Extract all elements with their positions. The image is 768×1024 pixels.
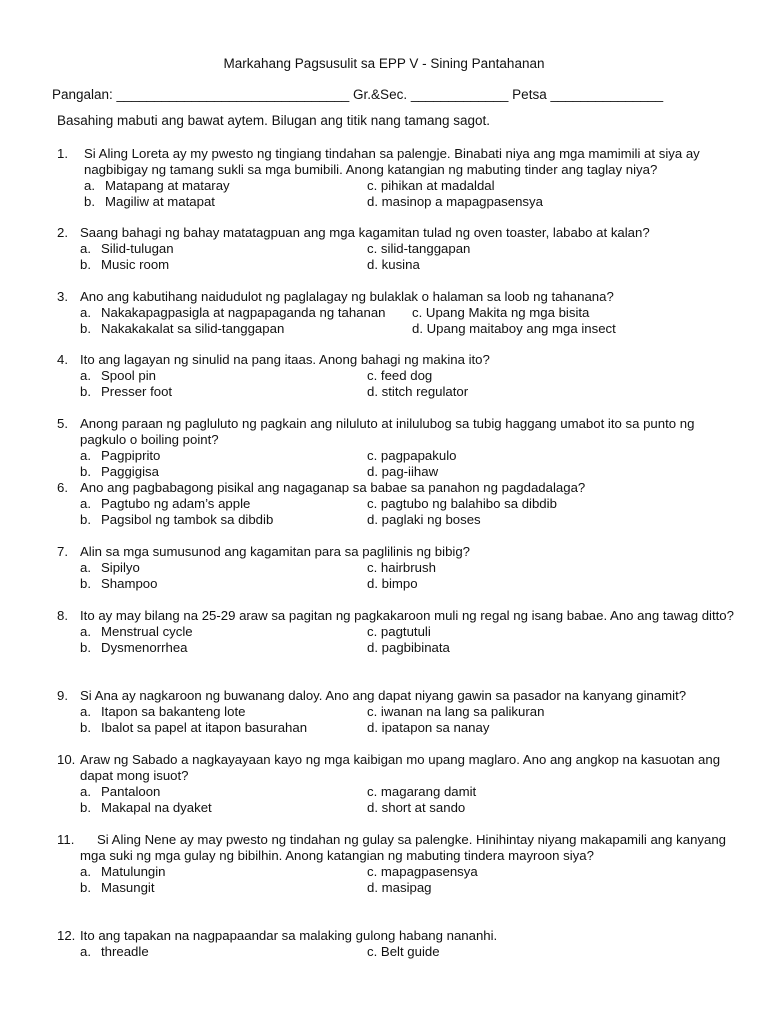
question-9: 9. Si Ana ay nagkaroon ng buwanang daloy. Ano ang dapat niyang gawin sa pasador na kanyang ginamit? a. Itapon sa bakanteng lote c. iwanan na lang sa palikuran b. Ibalot sa papel at itapon basurahan d. ipatapon sa nanay: [57, 688, 737, 736]
question-number: 2.: [57, 225, 68, 240]
option-a[interactable]: Nakakapagpasigla at nagpapaganda ng tahanan: [101, 305, 386, 320]
instructions: Basahing mabuti ang bawat aytem. Bilugan ang titik nang tamang sagot.: [57, 113, 491, 128]
question-number: 10.: [57, 752, 76, 767]
option-b[interactable]: Dysmenorrhea: [101, 640, 188, 655]
option-d[interactable]: d. bimpo: [367, 576, 418, 591]
question-number: 12.: [57, 928, 76, 943]
option-c[interactable]: c. pagtubo ng balahibo sa dibdib: [367, 496, 557, 511]
option-c[interactable]: c. Upang Makita ng mga bisita: [412, 305, 590, 320]
option-b[interactable]: Magiliw at matapat: [105, 194, 215, 209]
option-a[interactable]: Pagpiprito: [101, 448, 161, 463]
option-c[interactable]: c. feed dog: [367, 368, 433, 383]
option-c[interactable]: c. silid-tanggapan: [367, 241, 471, 256]
option-d[interactable]: d. ipatapon sa nanay: [367, 720, 490, 735]
question-7: 7. Alin sa mga sumusunod ang kagamitan para sa paglilinis ng bibig? a. Sipilyo c. hairbrush b. Shampoo d. bimpo: [57, 544, 737, 592]
question-text: Anong paraan ng pagluluto ng pagkain ang niluluto at inilulubog sa tubig haggang umabot ito sa punto ng pagkulo o boiling point?: [80, 416, 695, 447]
option-d[interactable]: d. paglaki ng boses: [367, 512, 481, 527]
option-b[interactable]: Masungit: [101, 880, 155, 895]
option-c[interactable]: c. pagpapakulo: [367, 448, 457, 463]
question-3: 3. Ano ang kabutihang naidudulot ng paglalagay ng bulaklak o halaman sa loob ng tahanana? a. Nakakapagpasigla at nagpapaganda ng tahanan c. Upang Makita ng mga bisita b. Nakakakalat sa silid-tanggapan d. Upang maitaboy ang mga insect: [57, 289, 737, 337]
option-b[interactable]: Paggigisa: [101, 464, 159, 479]
option-d[interactable]: d. kusina: [367, 257, 420, 272]
question-5: 5. Anong paraan ng pagluluto ng pagkain ang niluluto at inilulubog sa tubig haggang umabot ito sa punto ng pagkulo o boiling point? a. Pagpiprito c. pagpapakulo b. Paggigisa d. pag-iihaw: [57, 416, 737, 480]
question-text: Ito ay may bilang na 25-29 araw sa pagitan ng pagkakaroon muli ng regal ng isang babae. Ano ang tawag ditto?: [80, 608, 734, 623]
option-b[interactable]: Shampoo: [101, 576, 158, 591]
question-number: 9.: [57, 688, 68, 703]
option-a[interactable]: Spool pin: [101, 368, 156, 383]
question-4: 4. Ito ang lagayan ng sinulid na pang itaas. Anong bahagi ng makina ito? a. Spool pin c. feed dog b. Presser foot d. stitch regulator: [57, 352, 737, 400]
question-8: 8. Ito ay may bilang na 25-29 araw sa pagitan ng pagkakaroon muli ng regal ng isang babae. Ano ang tawag ditto? a. Menstrual cycle c. pagtutuli b. Dysmenorrhea d. pagbibinata: [57, 608, 737, 656]
option-a[interactable]: Matapang at mataray: [105, 178, 230, 193]
option-c[interactable]: c. mapagpasensya: [367, 864, 478, 879]
question-2: 2. Saang bahagi ng bahay matatagpuan ang mga kagamitan tulad ng oven toaster, lababo at kalan? a. Silid-tulugan c. silid-tanggapan b. Music room d. kusina: [57, 225, 737, 273]
page-title: Markahang Pagsusulit sa EPP V - Sining Pantahanan: [223, 56, 545, 71]
question-number: 4.: [57, 352, 68, 367]
option-b[interactable]: Pagsibol ng tambok sa dibdib: [101, 512, 274, 527]
question-text: Ito ang tapakan na nagpapaandar sa malaking gulong habang nananhi.: [80, 928, 498, 943]
question-text: Araw ng Sabado a nagkayayaan kayo ng mga kaibigan mo upang maglaro. Ano ang angkop na kasuotan ang dapat mong isuot?: [80, 752, 721, 783]
question-number: 11.: [57, 832, 75, 847]
option-a[interactable]: Itapon sa bakanteng lote: [101, 704, 246, 719]
question-text: Saang bahagi ng bahay matatagpuan ang mga kagamitan tulad ng oven toaster, lababo at kalan?: [80, 225, 650, 240]
question-10: 10. Araw ng Sabado a nagkayayaan kayo ng mga kaibigan mo upang maglaro. Ano ang angkop na kasuotan ang dapat mong isuot? a. Pantaloon c. magarang damit b. Makapal na dyaket d. short at sando: [57, 752, 737, 816]
question-text: Alin sa mga sumusunod ang kagamitan para sa paglilinis ng bibig?: [80, 544, 471, 559]
option-b[interactable]: Music room: [101, 257, 170, 272]
option-d[interactable]: d. masipag: [367, 880, 432, 895]
option-b[interactable]: Ibalot sa papel at itapon basurahan: [101, 720, 308, 735]
question-1: 1. Si Aling Loreta ay my pwesto ng tingiang tindahan sa palengje. Binabati niya ang mga mamimili at siya ay nagbibigay ng tamang sukli sa mga bumibili. Anong katangian ng mabuting tinder ang taglay niya? a. Matapang at mataray c. pihikan at madaldal b. Magiliw at matapat d. masinop a mapagpasensya: [57, 146, 737, 210]
option-d[interactable]: d. stitch regulator: [367, 384, 469, 399]
option-a[interactable]: Menstrual cycle: [101, 624, 193, 639]
option-b[interactable]: Presser foot: [101, 384, 173, 399]
question-text: Si Aling Nene ay may pwesto ng tindahan ng gulay sa palengke. Hinihintay niyang makapamili ang kanyang mga suki ng mga gulay ng bibilhin. Anong katangian ng mabuting tindera mayroon siya?: [80, 832, 727, 863]
option-a[interactable]: Pantaloon: [101, 784, 161, 799]
option-c[interactable]: c. hairbrush: [367, 560, 436, 575]
option-c[interactable]: c. pagtutuli: [367, 624, 431, 639]
option-a[interactable]: Matulungin: [101, 864, 166, 879]
option-c[interactable]: c. magarang damit: [367, 784, 477, 799]
option-c[interactable]: c. Belt guide: [367, 944, 440, 959]
option-b[interactable]: Makapal na dyaket: [101, 800, 212, 815]
question-12: 12. Ito ang tapakan na nagpapaandar sa malaking gulong habang nananhi. a. threadle c. Belt guide: [57, 928, 737, 960]
option-a[interactable]: Silid-tulugan: [101, 241, 174, 256]
question-number: 8.: [57, 608, 68, 623]
question-number: 7.: [57, 544, 68, 559]
option-d[interactable]: d. Upang maitaboy ang mga insect: [412, 321, 616, 336]
option-b[interactable]: Nakakakalat sa silid-tanggapan: [101, 321, 285, 336]
option-a[interactable]: Pagtubo ng adam’s apple: [101, 496, 251, 511]
question-number: 5.: [57, 416, 68, 431]
option-d[interactable]: d. masinop a mapagpasensya: [367, 194, 543, 209]
question-text: Ano ang pagbabagong pisikal ang nagaganap sa babae sa panahon ng pagdadalaga?: [80, 480, 586, 495]
question-11: 11. Si Aling Nene ay may pwesto ng tindahan ng gulay sa palengke. Hinihintay niyang makapamili ang kanyang mga suki ng mga gulay ng bibilhin. Anong katangian ng mabuting tindera mayroon siya? a. Matulungin c. mapagpasensya b. Masungit d. masipag: [57, 832, 737, 896]
question-text: Si Ana ay nagkaroon ng buwanang daloy. Ano ang dapat niyang gawin sa pasador na kanyang ginamit?: [80, 688, 687, 703]
option-a[interactable]: threadle: [101, 944, 149, 959]
option-d[interactable]: d. pag-iihaw: [367, 464, 439, 479]
student-info-line: Pangalan: _______________________________ Gr.&Sec. _____________ Petsa _______________: [52, 87, 664, 102]
question-6: 6. Ano ang pagbabagong pisikal ang nagaganap sa babae sa panahon ng pagdadalaga? a. Pagtubo ng adam’s apple c. pagtubo ng balahibo sa dibdib b. Pagsibol ng tambok sa dibdib d. paglaki ng boses: [57, 480, 737, 528]
option-c[interactable]: c. iwanan na lang sa palikuran: [367, 704, 545, 719]
option-a[interactable]: Sipilyo: [101, 560, 140, 575]
question-number: 6.: [57, 480, 68, 495]
option-d[interactable]: d. pagbibinata: [367, 640, 450, 655]
option-d[interactable]: d. short at sando: [367, 800, 466, 815]
question-text: Ano ang kabutihang naidudulot ng paglalagay ng bulaklak o halaman sa loob ng tahanana?: [80, 289, 614, 304]
question-text: Si Aling Loreta ay my pwesto ng tingiang tindahan sa palengje. Binabati niya ang mga mamimili at siya ay nagbibigay ng tamang sukli sa mga bumibili. Anong katangian ng mabuting tinder ang taglay niya?: [84, 146, 700, 177]
question-number: 1.: [57, 146, 68, 161]
question-number: 3.: [57, 289, 68, 304]
question-text: Ito ang lagayan ng sinulid na pang itaas. Anong bahagi ng makina ito?: [80, 352, 490, 367]
option-c[interactable]: c. pihikan at madaldal: [367, 178, 495, 193]
